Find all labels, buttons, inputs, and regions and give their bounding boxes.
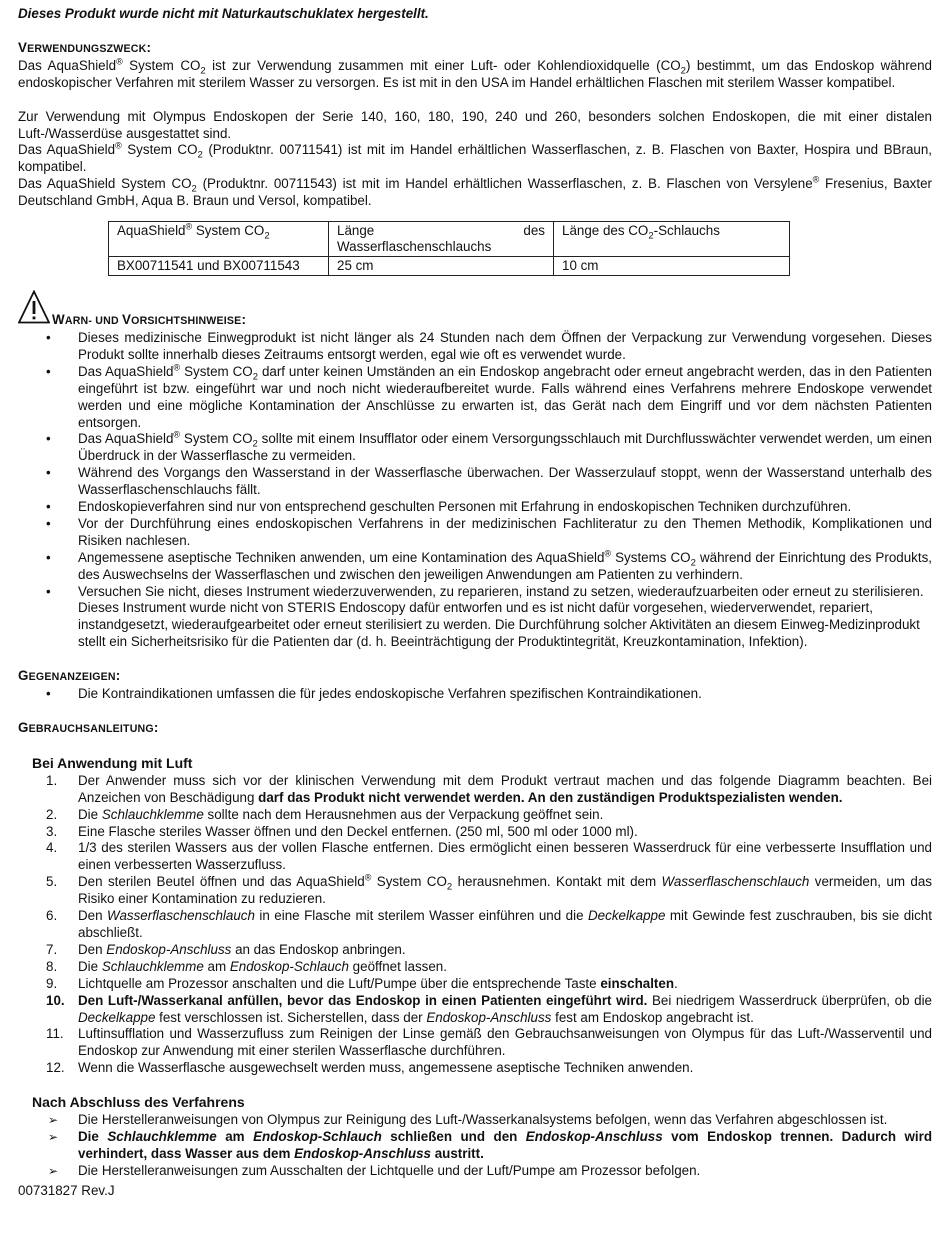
arrow-bullet-icon: ➢ <box>48 1113 59 1128</box>
list-item: • Versuchen Sie nicht, dieses Instrument wiederzuverwenden, zu reparieren, instand zu setzen, wiederaufzuarbeiten oder erneut zu sterilisieren. Dieses Instrument wurde nicht von STERIS Endoscopy dafür entworfen und es ist nicht dafür vorgesehen, wiederverwendet, repariert, instandgesetzt, wiederaufgearbeitet oder erneut sterilisiert zu werden. Die Durchführung solcher Aktivitäten an diesem Einweg-Medizinprodukt stellt ein Sicherheitsrisiko für die Patienten dar (d. h. Beeinträchtigung der Produktintegrität, Kreuzkontamination, Infektion). <box>46 583 924 650</box>
list-item: • Während des Vorgangs den Wasserstand in der Wasserflasche überwachen. Der Wasserzulauf stoppt, wenn der Wasserstand unterhalb des Wasserflaschenschlauchs fällt. <box>46 465 932 498</box>
list-item: • Angemessene aseptische Techniken anwenden, um eine Kontamination des AquaShield® Systems $CO_2$ während der Einrichtung des Produkts, des Auswechselns der Wasserflaschen und zwischen den jeweiligen Anwendungen am Patienten zu verhindern. <box>46 548 932 582</box>
table-row <box>109 257 790 276</box>
step-item: 4. 1/3 des sterilen Wassers aus der vollen Flasche entfernen. Dies ermöglicht einen besseren Wasserdruck für eine verbesserte Insufflation und einen verbesserten Wasserzufluss. <box>46 840 932 873</box>
list-item: • Das AquaShield® System $CO_2$ sollte mit einem Insufflator oder einem Versorgungsschlauch mit Durchflusswächter verwendet werden, um einen Überdruck in der Wasserflasche zu vermeiden. <box>46 429 932 464</box>
list-item: ➢ Die Herstelleranweisungen von Olympus zur Reinigung des Luft-/Wasserkanalsystems befolgen, wenn das Verfahren abgeschlossen ist. <box>48 1112 888 1128</box>
list-item: • Vor der Durchführung eines endoskopischen Verfahrens in der medizinischen Fachliteratur zu den Themen Methodik, Komplikationen und Risiken nachlesen. <box>46 515 932 548</box>
air-use-subheading: Bei Anwendung mit Luft <box>32 754 193 771</box>
table-header-cell: AquaShield® System $CO_2$ <box>109 222 329 257</box>
table-cell: 25 cm <box>329 257 554 276</box>
list-item: • Die Kontraindikationen umfassen die für jedes endoskopische Verfahren spezifischen Kontraindikationen. <box>46 686 702 702</box>
document-page <box>18 6 932 1200</box>
step-item: 1. Der Anwender muss sich vor der klinischen Verwendung mit dem Produkt vertraut machen und das folgende Diagramm beachten. Bei Anzeichen von Beschädigung darf das Produkt nicht verwendet werden. An den zuständigen Produktspezialisten wenden. <box>46 772 932 805</box>
after-procedure-list <box>18 1112 932 1180</box>
warning-triangle-icon <box>18 290 50 324</box>
warnings-heading: WARN- UND VORSICHTSHINWEISE: <box>52 312 247 328</box>
step-item: 6. Den Wasserflaschenschlauch in eine Flasche mit sterilem Wasser einführen und die Deckelkappe mit Gewinde fest zuschrauben, bis sie dicht abschließt. <box>46 908 932 940</box>
step-item: 5. Den sterilen Beutel öffnen und das AquaShield® System $CO_2$ herausnehmen. Kontakt mit dem Wasserflaschenschlauch vermeiden, um das Risiko einer Kontamination zu reduzieren. <box>46 872 932 907</box>
purpose-heading: VERWENDUNGSZWECK: <box>18 39 152 55</box>
tubing-length-table <box>108 221 790 276</box>
instructions-heading: GEBRAUCHSANLEITUNG: <box>18 720 159 735</box>
purpose-paragraph-2: Zur Verwendung mit Olympus Endoskopen der Serie 140, 160, 180, 190, 240 und 260, besonders solchen Endoskopen, die mit einer distalen Luft-/Wasserdüse ausgestattet sind. <box>18 108 932 141</box>
list-item: • Endoskopieverfahren sind nur von entsprechend geschulten Personen mit Erfahrung in endoskopischen Techniken durchzuführen. <box>46 499 852 515</box>
purpose-paragraph-1: Das AquaShield® System $CO_2$ ist zur Verwendung zusammen mit einer Luft- oder Kohlendioxidquelle $(CO_2)$ bestimmt, um das Endoskop während endoskopischer Verfahren mit sterilem Wasser zu versorgen. Es ist mit in den USA im Handel erhältlichen Flaschen mit sterilem Wasser kompatibel. <box>18 56 932 90</box>
step-item: 10. Den Luft-/Wasserkanal anfüllen, bevor das Endoskop in einen Patienten eingeführt wird. Bei niedrigem Wasserdruck überprüfen, ob die Deckelkappe fest verschlossen ist. Sicherstellen, dass der Endoskop-Anschluss fest am Endoskop angebracht ist. <box>46 992 932 1025</box>
step-item: 2. Die Schlauchklemme sollte nach dem Herausnehmen aus der Verpackung geöffnet sein. <box>46 806 604 822</box>
step-item: 12. Wenn die Wasserflasche ausgewechselt werden muss, angemessene aseptische Techniken anwenden. <box>46 1060 694 1076</box>
warnings-list <box>18 330 932 651</box>
document-revision: 00731827 Rev.J <box>18 1182 115 1198</box>
step-item: 8. Die Schlauchklemme am Endoskop-Schlauch geöffnet lassen. <box>46 958 447 974</box>
table-cell: BX00711541 und BX00711543 <box>109 257 329 276</box>
arrow-bullet-icon: ➢ <box>48 1129 59 1144</box>
list-item: ➢ Die Herstelleranweisungen zum Ausschalten der Lichtquelle und der Luft/Pumpe am Prozessor befolgen. <box>48 1162 701 1178</box>
table-header-cell: Länge des $CO_2$-Schlauchs <box>554 222 790 257</box>
list-item: • Dieses medizinische Einwegprodukt ist nicht länger als 24 Stunden nach dem Öffnen der Verpackung zur Verwendung vorgesehen. Dieses Produkt sollte innerhalb dieses Zeitraums entsorgt werden, egal wie oft es verwendet wurde. <box>46 329 932 362</box>
contraindications-list <box>18 686 932 703</box>
arrow-bullet-icon: ➢ <box>48 1163 59 1178</box>
list-item: ➢ Die Schlauchklemme am Endoskop-Schlauch schließen und den Endoskop-Anschluss vom Endoskop trennen. Dadurch wird verhindert, dass Wasser aus dem Endoskop-Anschluss austritt. <box>48 1128 933 1161</box>
purpose-paragraph-3: Das AquaShield® System $CO_2$ (Produktnr. 00711541) ist mit im Handel erhältlichen Wasserflaschen, z. B. Flaschen von Baxter, Hospira und BBraun, kompatibel. <box>18 140 932 175</box>
latex-notice: Dieses Produkt wurde nicht mit Naturkautschuklatex hergestellt. <box>18 6 429 21</box>
warnings-section <box>18 290 932 330</box>
step-item: 9. Lichtquelle am Prozessor anschalten und die Luft/Pumpe über die entsprechende Taste einschalten. <box>46 975 678 991</box>
purpose-paragraph-4: Das AquaShield System $CO_2$ (Produktnr. 00711543) ist mit im Handel erhältlichen Wasserflaschen, z. B. Flaschen von Versylene® Fresenius, Baxter Deutschland GmbH, Aqua B. Braun und Versol, kompatibel. <box>18 174 933 209</box>
step-item: 3. Eine Flasche steriles Wasser öffnen und den Deckel entfernen. (250 ml, 500 ml oder 1000 ml). <box>46 823 638 839</box>
step-item: 11. Luftinsufflation und Wasserzufluss zum Reinigen der Linse gemäß den Gebrauchsanweisungen von Olympus für das Luft-/Wasserventil und Endoskop zur Anwendung mit einer sterilen Wasserflasche durchführen. <box>46 1026 932 1059</box>
table-header-cell: Länge des Wasserflaschenschlauchs <box>329 222 554 257</box>
contraindications-heading: GEGENANZEIGEN: <box>18 668 121 684</box>
step-item: 7. Den Endoskop-Anschluss an das Endoskop anbringen. <box>46 941 406 957</box>
table-header-row <box>109 222 790 257</box>
list-item: • Das AquaShield® System $CO_2$ darf unter keinen Umständen an ein Endoskop angebracht oder erneut angebracht werden, das in den Patienten eingeführt ist bzw. eingeführt war und noch nicht wiederaufbereitet wurde. Falls während eines Verfahrens mehrere Endoskope verwendet werden und eine mögliche Kontamination der Anschlüsse zu erwarten ist, das Gerät nach dem Eingriff und vor dem nächsten Patienten entsorgen. <box>46 362 932 430</box>
after-procedure-subheading: Nach Abschluss des Verfahrens <box>32 1094 245 1111</box>
table-cell: 10 cm <box>554 257 790 276</box>
air-use-steps <box>18 773 932 1077</box>
